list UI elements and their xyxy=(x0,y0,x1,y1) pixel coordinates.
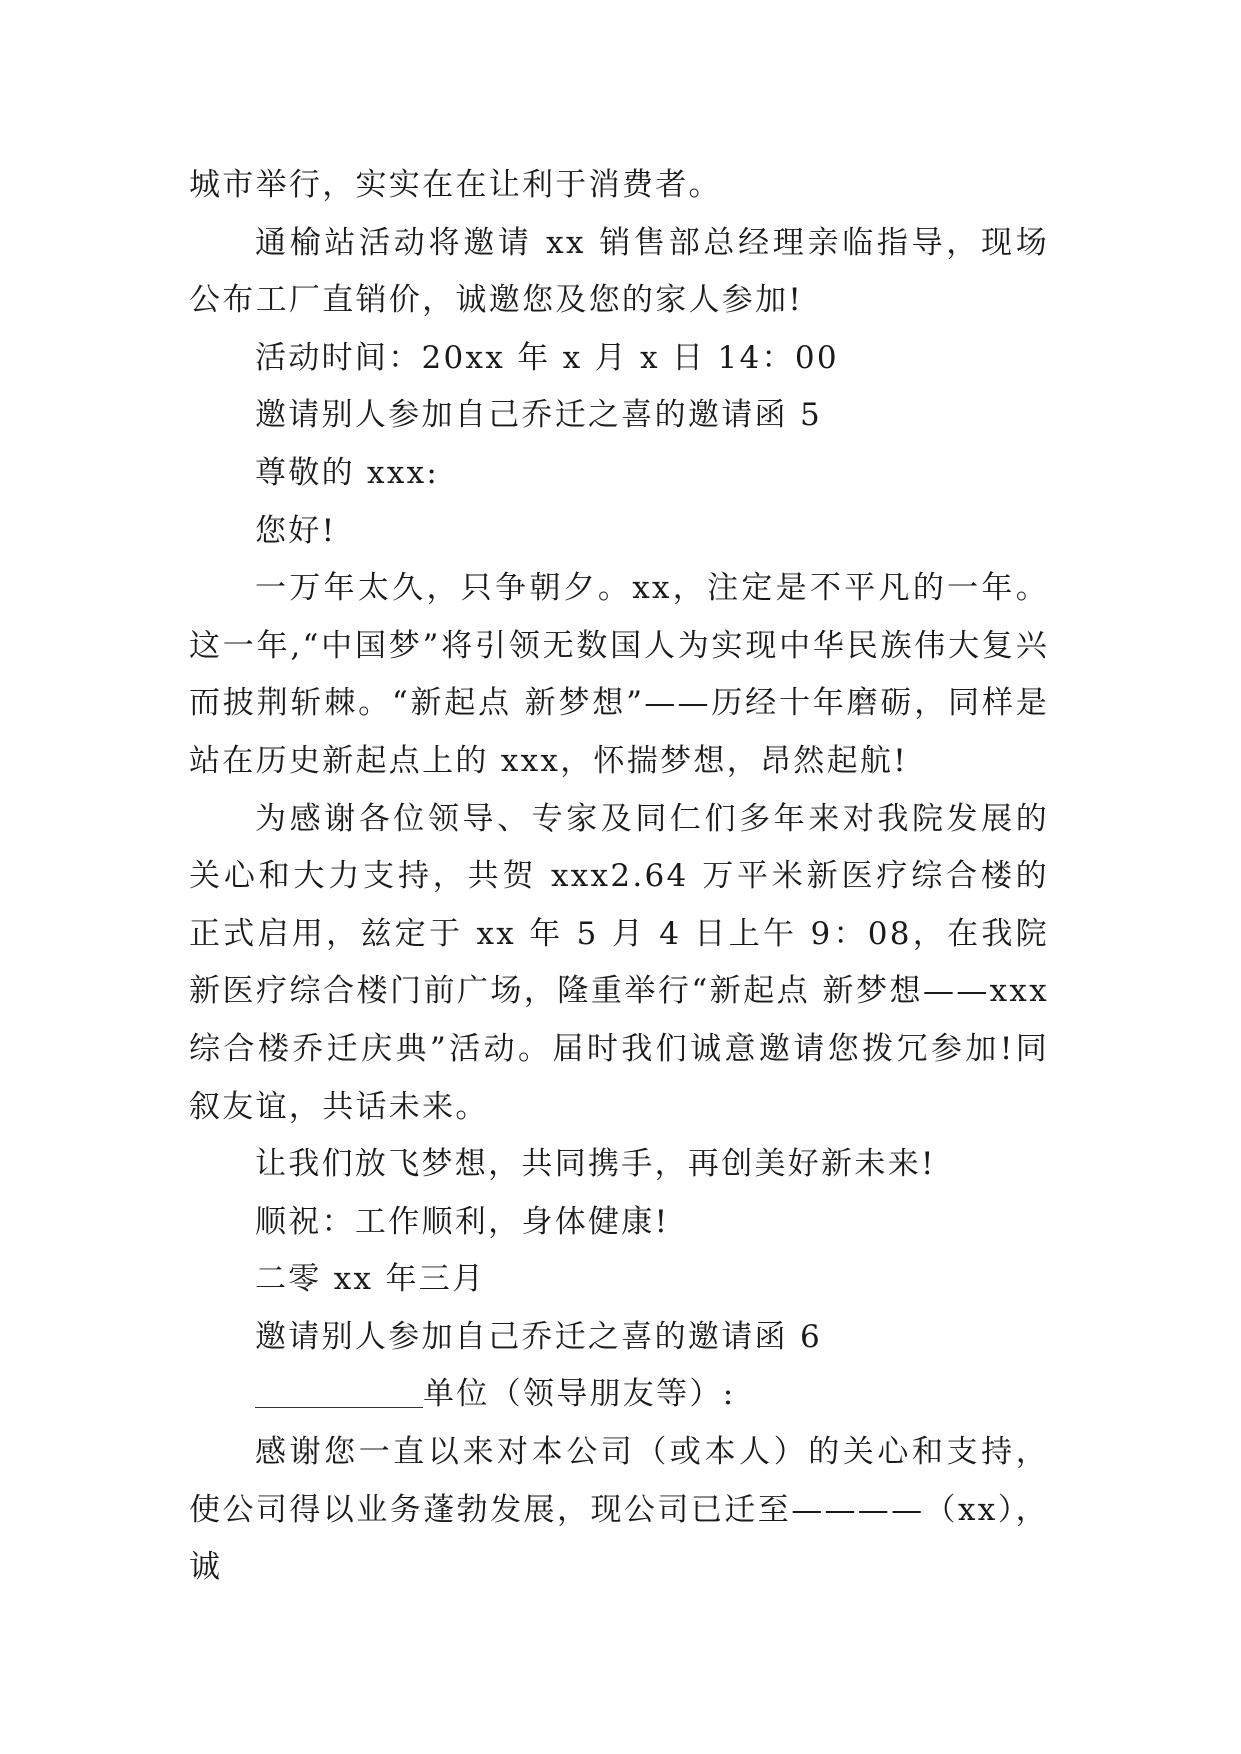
document-body xyxy=(189,157,1049,1597)
greeting: 您好! xyxy=(255,512,337,549)
paragraph-dream: 一万年太久，只争朝夕。xx，注定是不平凡的一年。这一年,“中国梦”将引领无数国人为实现中华民族伟大复兴而披荆斩棘。“新起点 新梦想”——历经十年磨砺，同样是站在历史新起点上的 xxx，怀揣梦想，昂然起航! xyxy=(189,570,1049,779)
paragraph-2: 通榆站活动将邀请 xx 销售部总经理亲临指导，现场公布工厂直销价，诚邀您及您的家人参加! xyxy=(189,224,1049,319)
date-line: 二零 xx 年三月 xyxy=(255,1261,486,1298)
paragraph-1: 城市举行，实实在在让利于消费者。 xyxy=(189,167,722,203)
section-heading-6: 邀请别人参加自己乔迁之喜的邀请函 6 xyxy=(255,1318,822,1355)
paragraph-encouragement: 让我们放飞梦想，共同携手，再创美好新未来! xyxy=(255,1146,936,1183)
activity-time: 活动时间：20xx 年 x 月 x 日 14：00 xyxy=(255,339,839,376)
addressee-line xyxy=(189,1366,1049,1424)
addressee-suffix: 单位（领导朋友等）: xyxy=(423,1376,736,1413)
section-heading-5: 邀请别人参加自己乔迁之喜的邀请函 5 xyxy=(255,397,822,434)
fill-in-blank xyxy=(255,1377,423,1408)
paragraph-relocation: 感谢您一直以来对本公司（或本人）的关心和支持，使公司得以业务蓬勃发展，现公司已迁至————（xx），诚 xyxy=(189,1434,1049,1586)
closing-wishes: 顺祝：工作顺利，身体健康! xyxy=(255,1203,670,1240)
paragraph-invitation: 为感谢各位领导、专家及同仁们多年来对我院发展的关心和大力支持，共贺 xxx2.64 万平米新医疗综合楼的正式启用，兹定于 xx 年 5 月 4 日上午 9：08，在我院新医疗综合楼门前广场，隆重举行“新起点 新梦想——xxx 综合楼乔迁庆典”活动。届时我们诚意邀请您拨冗参加!同叙友谊，共话未来。 xyxy=(189,800,1049,1125)
salutation: 尊敬的 xxx: xyxy=(255,454,440,491)
